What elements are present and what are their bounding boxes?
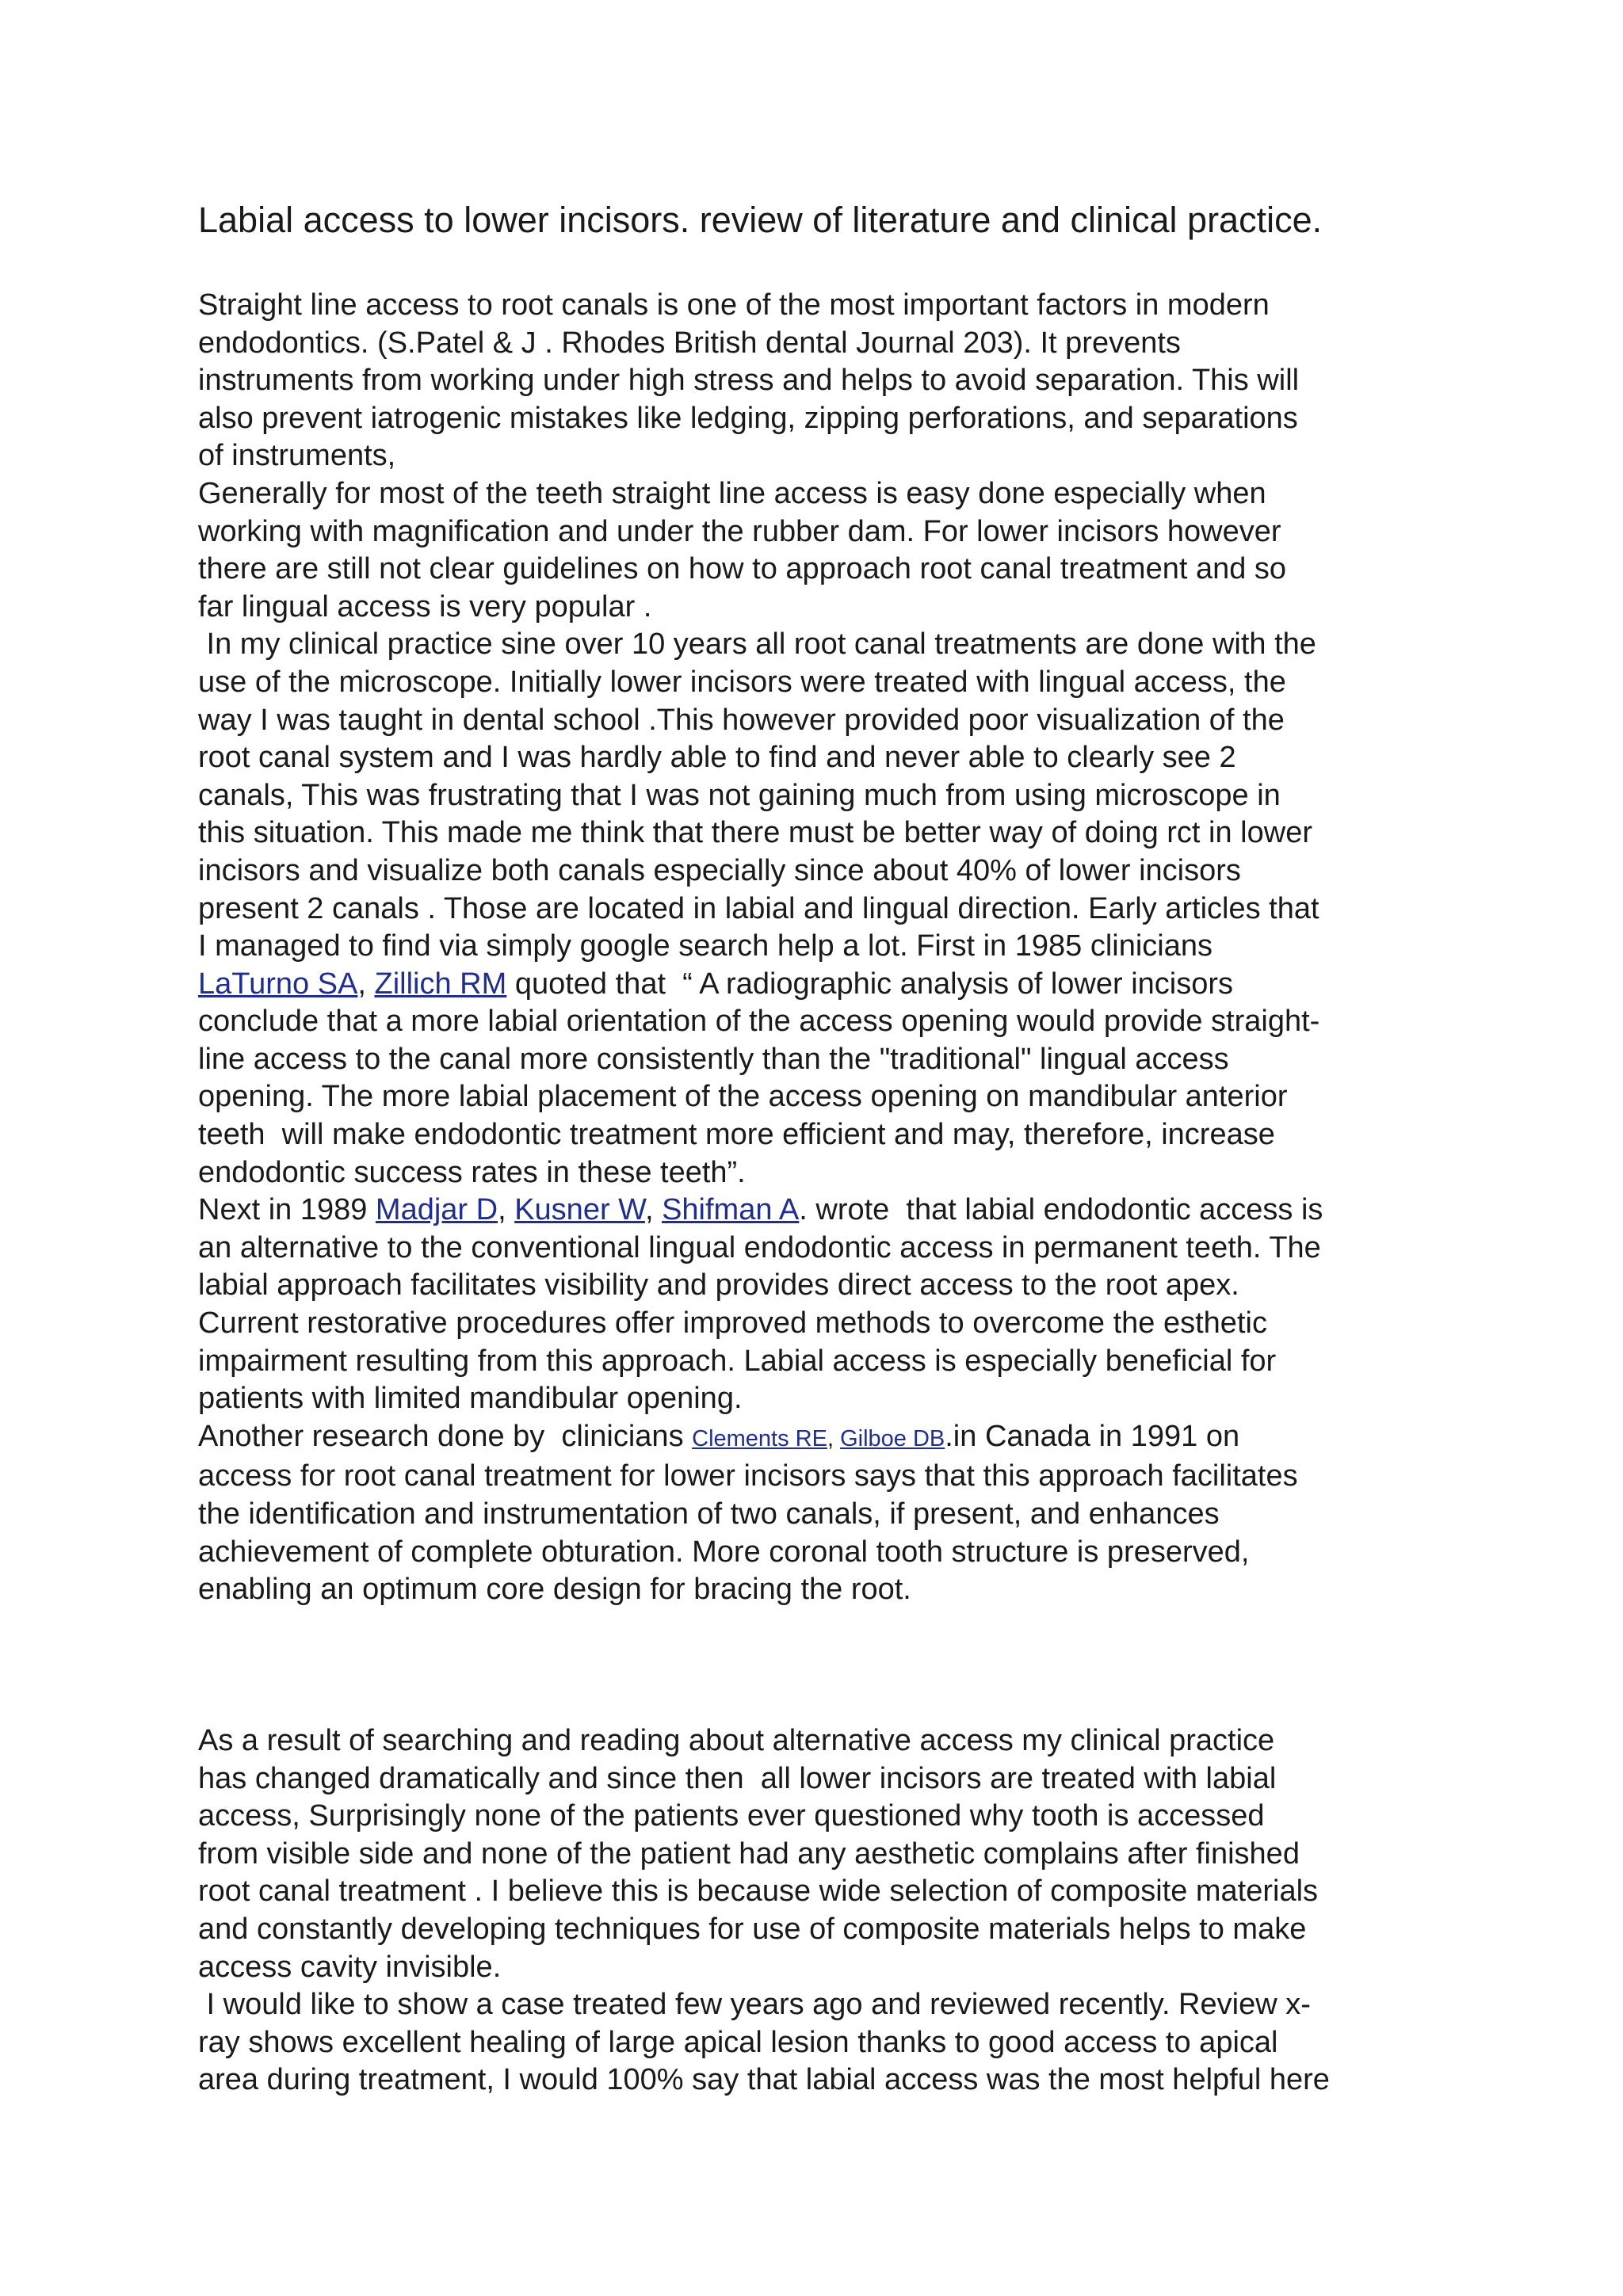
text-line: canals, This was frustrating that I was not gaining much from using microscope in <box>198 778 1281 812</box>
text-line: impairment resulting from this approach. Labial access is especially beneficial for <box>198 1344 1277 1378</box>
text-line: ray shows excellent healing of large apical lesion thanks to good access to apical <box>198 2025 1278 2059</box>
text-line: and constantly developing techniques for use of composite materials helps to make <box>198 1912 1307 1946</box>
text-line: line access to the canal more consistently than the "traditional" lingual access <box>198 1042 1229 1076</box>
text-line: access for root canal treatment for lower incisors says that this approach facilitates <box>198 1459 1298 1493</box>
text-line: there are still not clear guidelines on how to approach root canal treatment and so <box>198 552 1287 586</box>
text-line: labial approach facilitates visibility and provides direct access to the root apex. <box>198 1268 1239 1302</box>
document-title: Labial access to lower incisors. review of literature and clinical practice. <box>198 200 1323 240</box>
text-line: incisors and visualize both canals especially since about 40% of lower incisors <box>198 853 1241 887</box>
text-line: far lingual access is very popular . <box>198 589 652 624</box>
reference-link-zillich[interactable]: Zillich RM <box>374 967 507 1001</box>
text-fragment: Next in 1989 <box>198 1193 376 1227</box>
text-line: patients with limited mandibular opening. <box>198 1382 743 1416</box>
text-line: also prevent iatrogenic mistakes like ledging, zipping perforations, and separations <box>198 401 1298 435</box>
reference-link-clements[interactable]: Clements RE <box>692 1425 827 1451</box>
text-line: instruments from working under high stress and helps to avoid separation. This will <box>198 364 1300 398</box>
text-line: an alternative to the conventional lingual endodontic access in permanent teeth. The <box>198 1230 1321 1264</box>
text-line: Generally for most of the teeth straight line access is easy done especially when <box>198 476 1266 510</box>
text-line: access cavity invisible. <box>198 1950 502 1984</box>
text-fragment: . wrote that labial endodontic access is <box>799 1193 1323 1227</box>
text-line: I managed to find via simply google search help a lot. First in 1985 clinicians <box>198 929 1213 963</box>
reference-link-shifman[interactable]: Shifman A <box>662 1193 800 1227</box>
text-line: Straight line access to root canals is one of the most important factors in modern <box>198 288 1270 322</box>
text-line: enabling an optimum core design for bracing the root. <box>198 1573 911 1607</box>
text-line: present 2 canals . Those are located in labial and lingual direction. Early articles that <box>198 891 1319 925</box>
text-line: achievement of complete obturation. More coronal tooth structure is preserved, <box>198 1535 1250 1569</box>
text-fragment: Another research done by clinicians <box>198 1419 693 1453</box>
text-line: As a result of searching and reading about alternative access my clinical practice <box>198 1724 1275 1757</box>
text-line: this situation. This made me think that there must be better way of doing rct in lower <box>198 816 1312 850</box>
text-line: endodontic success rates in these teeth”. <box>198 1155 746 1189</box>
text-line: use of the microscope. Initially lower incisors were treated with lingual access, the <box>198 665 1286 699</box>
body-text-section-2 <box>198 1722 1434 2100</box>
reference-link-gilboe[interactable]: Gilboe DB <box>840 1425 945 1451</box>
text-line: conclude that a more labial orientation of the access opening would provide straight- <box>198 1005 1320 1039</box>
text-line: teeth will make endodontic treatment more efficient and may, therefore, increase <box>198 1118 1275 1152</box>
text-fragment: quoted that “ A radiographic analysis of lower incisors <box>506 967 1233 1001</box>
text-fragment: , <box>357 967 375 1001</box>
body-text-section-1 <box>198 287 1434 1609</box>
text-line: In my clinical practice sine over 10 years all root canal treatments are done with the <box>198 627 1316 662</box>
text-fragment: , <box>498 1193 515 1227</box>
text-line: Current restorative procedures offer improved methods to overcome the esthetic <box>198 1306 1267 1341</box>
text-line: I would like to show a case treated few years ago and reviewed recently. Review x- <box>198 1988 1311 2022</box>
text-line: of instruments, <box>198 439 396 473</box>
text-line: root canal system and I was hardly able to find and never able to clearly see 2 <box>198 741 1236 775</box>
reference-link-laturno[interactable]: LaTurno SA <box>198 967 358 1001</box>
reference-link-kusner[interactable]: Kusner W <box>514 1193 645 1227</box>
text-line-with-references <box>198 966 1434 1004</box>
text-line: access, Surprisingly none of the patients ever questioned why tooth is accessed <box>198 1799 1265 1833</box>
text-line-with-references <box>198 1418 1434 1459</box>
text-line: area during treatment, I would 100% say that labial access was the most helpful here <box>198 2063 1330 2097</box>
text-line: the identification and instrumentation of two canals, if present, and enhances <box>198 1497 1220 1531</box>
text-line: has changed dramatically and since then all lower incisors are treated with labial <box>198 1761 1277 1795</box>
text-line-with-references <box>198 1192 1434 1230</box>
text-line: endodontics. (S.Patel & J . Rhodes British dental Journal 203). It prevents <box>198 326 1181 360</box>
text-line: opening. The more labial placement of the access opening on mandibular anterior <box>198 1080 1288 1114</box>
text-line: root canal treatment . I believe this is because wide selection of composite materials <box>198 1875 1319 1909</box>
text-fragment: .in Canada in 1991 on <box>945 1419 1240 1453</box>
text-line: way I was taught in dental school .This however provided poor visualization of the <box>198 703 1285 737</box>
text-line: working with magnification and under the rubber dam. For lower incisors however <box>198 514 1281 548</box>
text-fragment: , <box>827 1425 841 1451</box>
text-line: from visible side and none of the patient had any aesthetic complains after finished <box>198 1836 1300 1871</box>
reference-link-madjar[interactable]: Madjar D <box>375 1193 498 1227</box>
text-fragment: , <box>644 1193 663 1227</box>
